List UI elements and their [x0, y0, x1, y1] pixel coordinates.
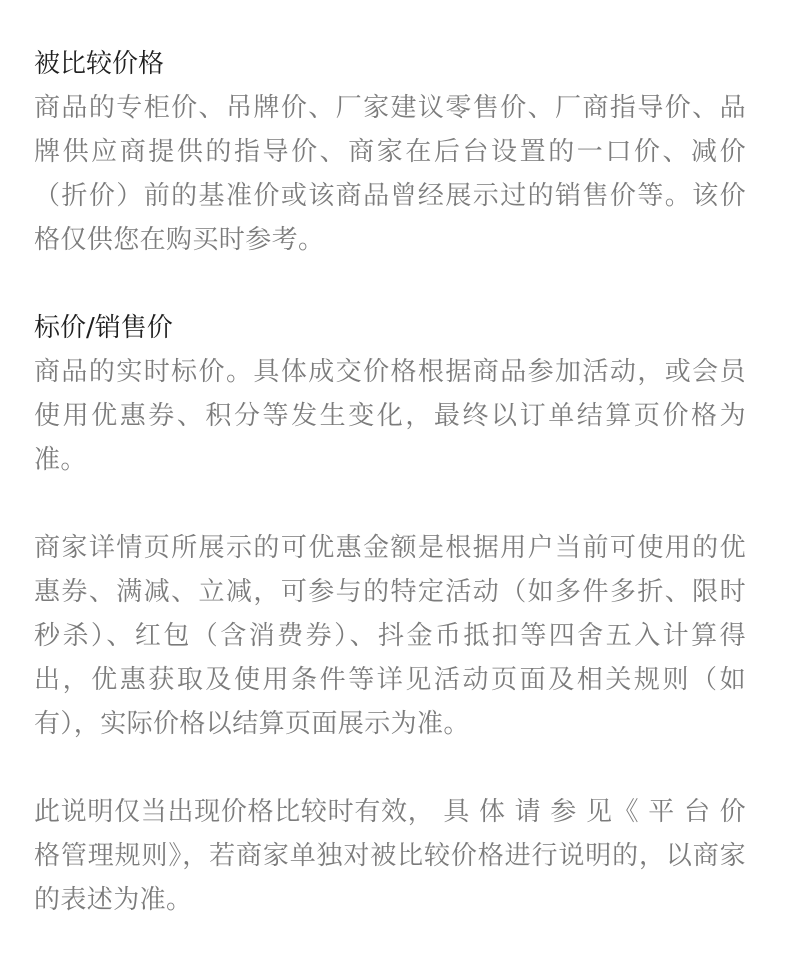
section-body: 商家详情页所展示的可优惠金额是根据用户当前可使用的优惠券、满减、立减，可参与的特定活动（如多件多折、限时秒杀）、红包（含消费券）、抖金币抵扣等四舍五入计算得出，优惠获取及使用条件等详见活动页面及相关规则（如有），实际价格以结算页面展示为准。: [34, 533, 746, 739]
section-body: 此说明仅当出现价格比较时有效， 具 体 请 参 见《 平 台 价 格管理规则》，若商家单独对被比较价格进行说明的，以商家的表述为准。: [34, 797, 746, 915]
section-compared-price: [34, 42, 746, 262]
section-title: 被比较价格: [34, 49, 165, 79]
section-discount-amount: [34, 526, 746, 746]
section-listed-price: [34, 306, 746, 482]
section-title: 标价/销售价: [34, 313, 173, 343]
section-body: 商品的专柜价、吊牌价、厂家建议零售价、厂商指导价、品牌供应商提供的指导价、商家在后台设置的一口价、减价（折价）前的基准价或该商品曾经展示过的销售价等。该价格仅供您在购买时参考。: [34, 93, 746, 255]
section-disclaimer: [34, 790, 746, 922]
section-body: 商品的实时标价。具体成交价格根据商品参加活动，或会员使用优惠券、积分等发生变化，最终以订单结算页价格为准。: [34, 357, 746, 475]
